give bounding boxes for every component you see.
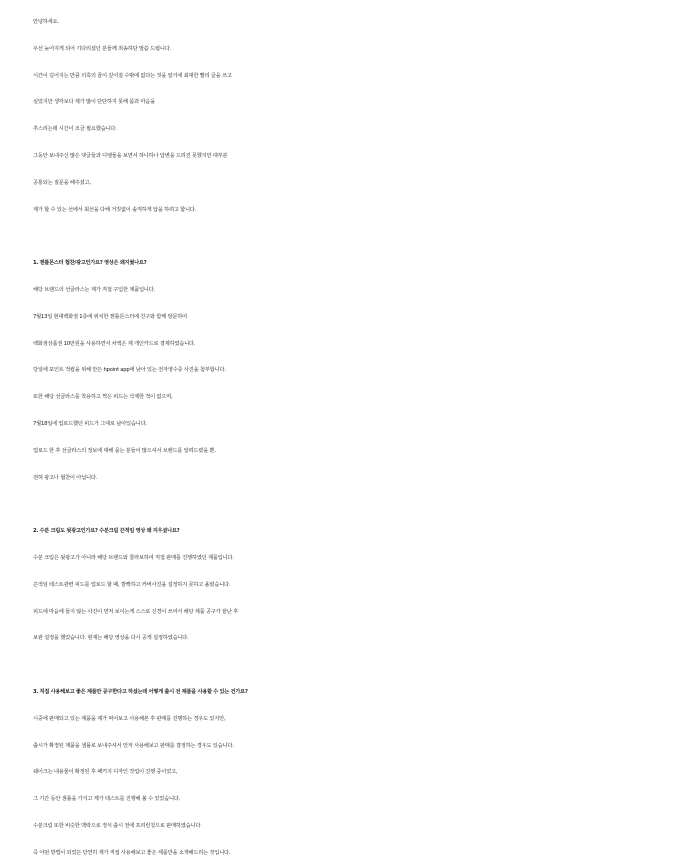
- section-2: [33, 518, 700, 652]
- section-heading: 2. 수분 크림도 뒷광고인가요? 수분크림 끈적임 영상 왜 지우셨나요?: [33, 528, 180, 535]
- text-line: 수분 크림은 뒷광고가 아니라 해당 브랜드와 콜라보하여 직접 판매를 진행하였던 제품입니다.: [33, 554, 234, 561]
- paragraph-gap: [33, 223, 700, 250]
- text-line: 싶었지만 생각보다 제가 많이 단단하지 못해 몸과 마음을: [33, 99, 155, 106]
- text-line: 공통되는 질문을 해주셨고,: [33, 179, 91, 186]
- text-line: 백화점상품권 10만원을 사용하면서 차액은 제 개인카드로 결제하였습니다.: [33, 340, 196, 347]
- text-line: 7월18일에 업로드했던 피드가 그대로 남아있습니다.: [33, 420, 147, 427]
- text-line: 시간이 길어지는 만큼 의혹의 골이 깊어질 수밖에 없다는 것을 알기에 최대한 빨리 글을 쓰고: [33, 72, 232, 79]
- text-line: 출시가 확정된 제품을 샘플로 보내주셔서 먼저 사용해보고 판매를 결정하는 경우도 있습니다.: [33, 742, 234, 749]
- text-line: 우선 늦어지게 되어 기다리셨던 분들께 죄송하단 말씀 드립니다.: [33, 45, 172, 52]
- text-line: 쉐이크는 내용물이 확정된 후 패키지 디자인 작업이 진행 중이었고,: [33, 769, 178, 776]
- intro-paragraph: [33, 9, 700, 223]
- text-line: 안녕하세요.: [33, 19, 59, 25]
- text-line: 해당 브랜드의 선글라스는 제가 직접 구입한 제품입니다.: [33, 286, 155, 293]
- text-line: 그동안 보내주신 많은 댓글들과 디엠들을 보면서 하나하나 답변을 드리진 못했지만 대부분: [33, 152, 228, 159]
- text-line: 수분크림 또한 비슷한 맥락으로 정식 출시 전에 프리런칭으로 판매하였습니다: [33, 822, 201, 829]
- section-3: [33, 679, 700, 867]
- text-line: 당일에 포인트 적립을 위해 만든 hpoint app에 남아 있는 전자영수증 사진을 첨부합니다.: [33, 367, 226, 374]
- text-line: 제가 할 수 있는 선에서 최선을 다해 거짓없이 솔직하게 답을 하려고 합니다.: [33, 206, 197, 213]
- section-heading: 3. 직접 사용해보고 좋은 제품만 공구한다고 하셨는데 어떻게 출시 전 제품을 사용할 수 있는 건가요?: [33, 688, 248, 695]
- text-line: 그 기간 동안 샘플을 가지고 제가 테스트를 진행해 볼 수 있었습니다.: [33, 796, 181, 803]
- text-line: 보관 설정을 했었습니다. 현재는 해당 영상을 다시 공개 설정하였습니다.: [33, 635, 189, 642]
- text-line: 시중에 판매되고 있는 제품을 제가 먹어보고 사용해본 후 판매를 진행하는 경우도 있지만,: [33, 715, 226, 722]
- text-line: 또한 해당 선글라스를 착용하고 찍은 피드는 삭제한 적이 없으며,: [33, 394, 173, 401]
- section-1: [33, 250, 700, 491]
- paragraph-gap: [33, 652, 700, 679]
- paragraph-gap: [33, 491, 700, 518]
- text-line: 7월13일 현대백화점 1층에 위치한 젠틀몬스터에 친구와 함께 방문하여: [33, 313, 187, 320]
- text-line: 추스리는데 시간이 조금 필요했습니다.: [33, 126, 117, 133]
- text-line: 즉 어떤 방법이 되었든 당연히 제가 직접 사용해보고 좋은 제품만을 소개해드리는 것입니다.: [33, 849, 231, 856]
- section-heading: 1. 젠틀몬스터 협찬/광고인가요? 영상은 왜지웠나요?: [33, 260, 147, 267]
- text-line: 끈적임 테스트관련 피드를 업로드 할 때, 깜빡하고 커버사진을 설정하지 못하고 올렸습니다.: [33, 581, 231, 588]
- text-line: 업로드 한 후 선글라스의 정보에 대해 묻는 분들이 많으셔서 브랜드를 알려드렸을 뿐,: [33, 447, 216, 454]
- text-line: 전혀 광고나 협찬이 아닙니다.: [33, 474, 98, 481]
- text-line: 피드에 마음에 들지 않는 사진이 먼저 보이는게 스스로 신경이 쓰여서 해당 제품 공구가 끝난 후: [33, 608, 239, 615]
